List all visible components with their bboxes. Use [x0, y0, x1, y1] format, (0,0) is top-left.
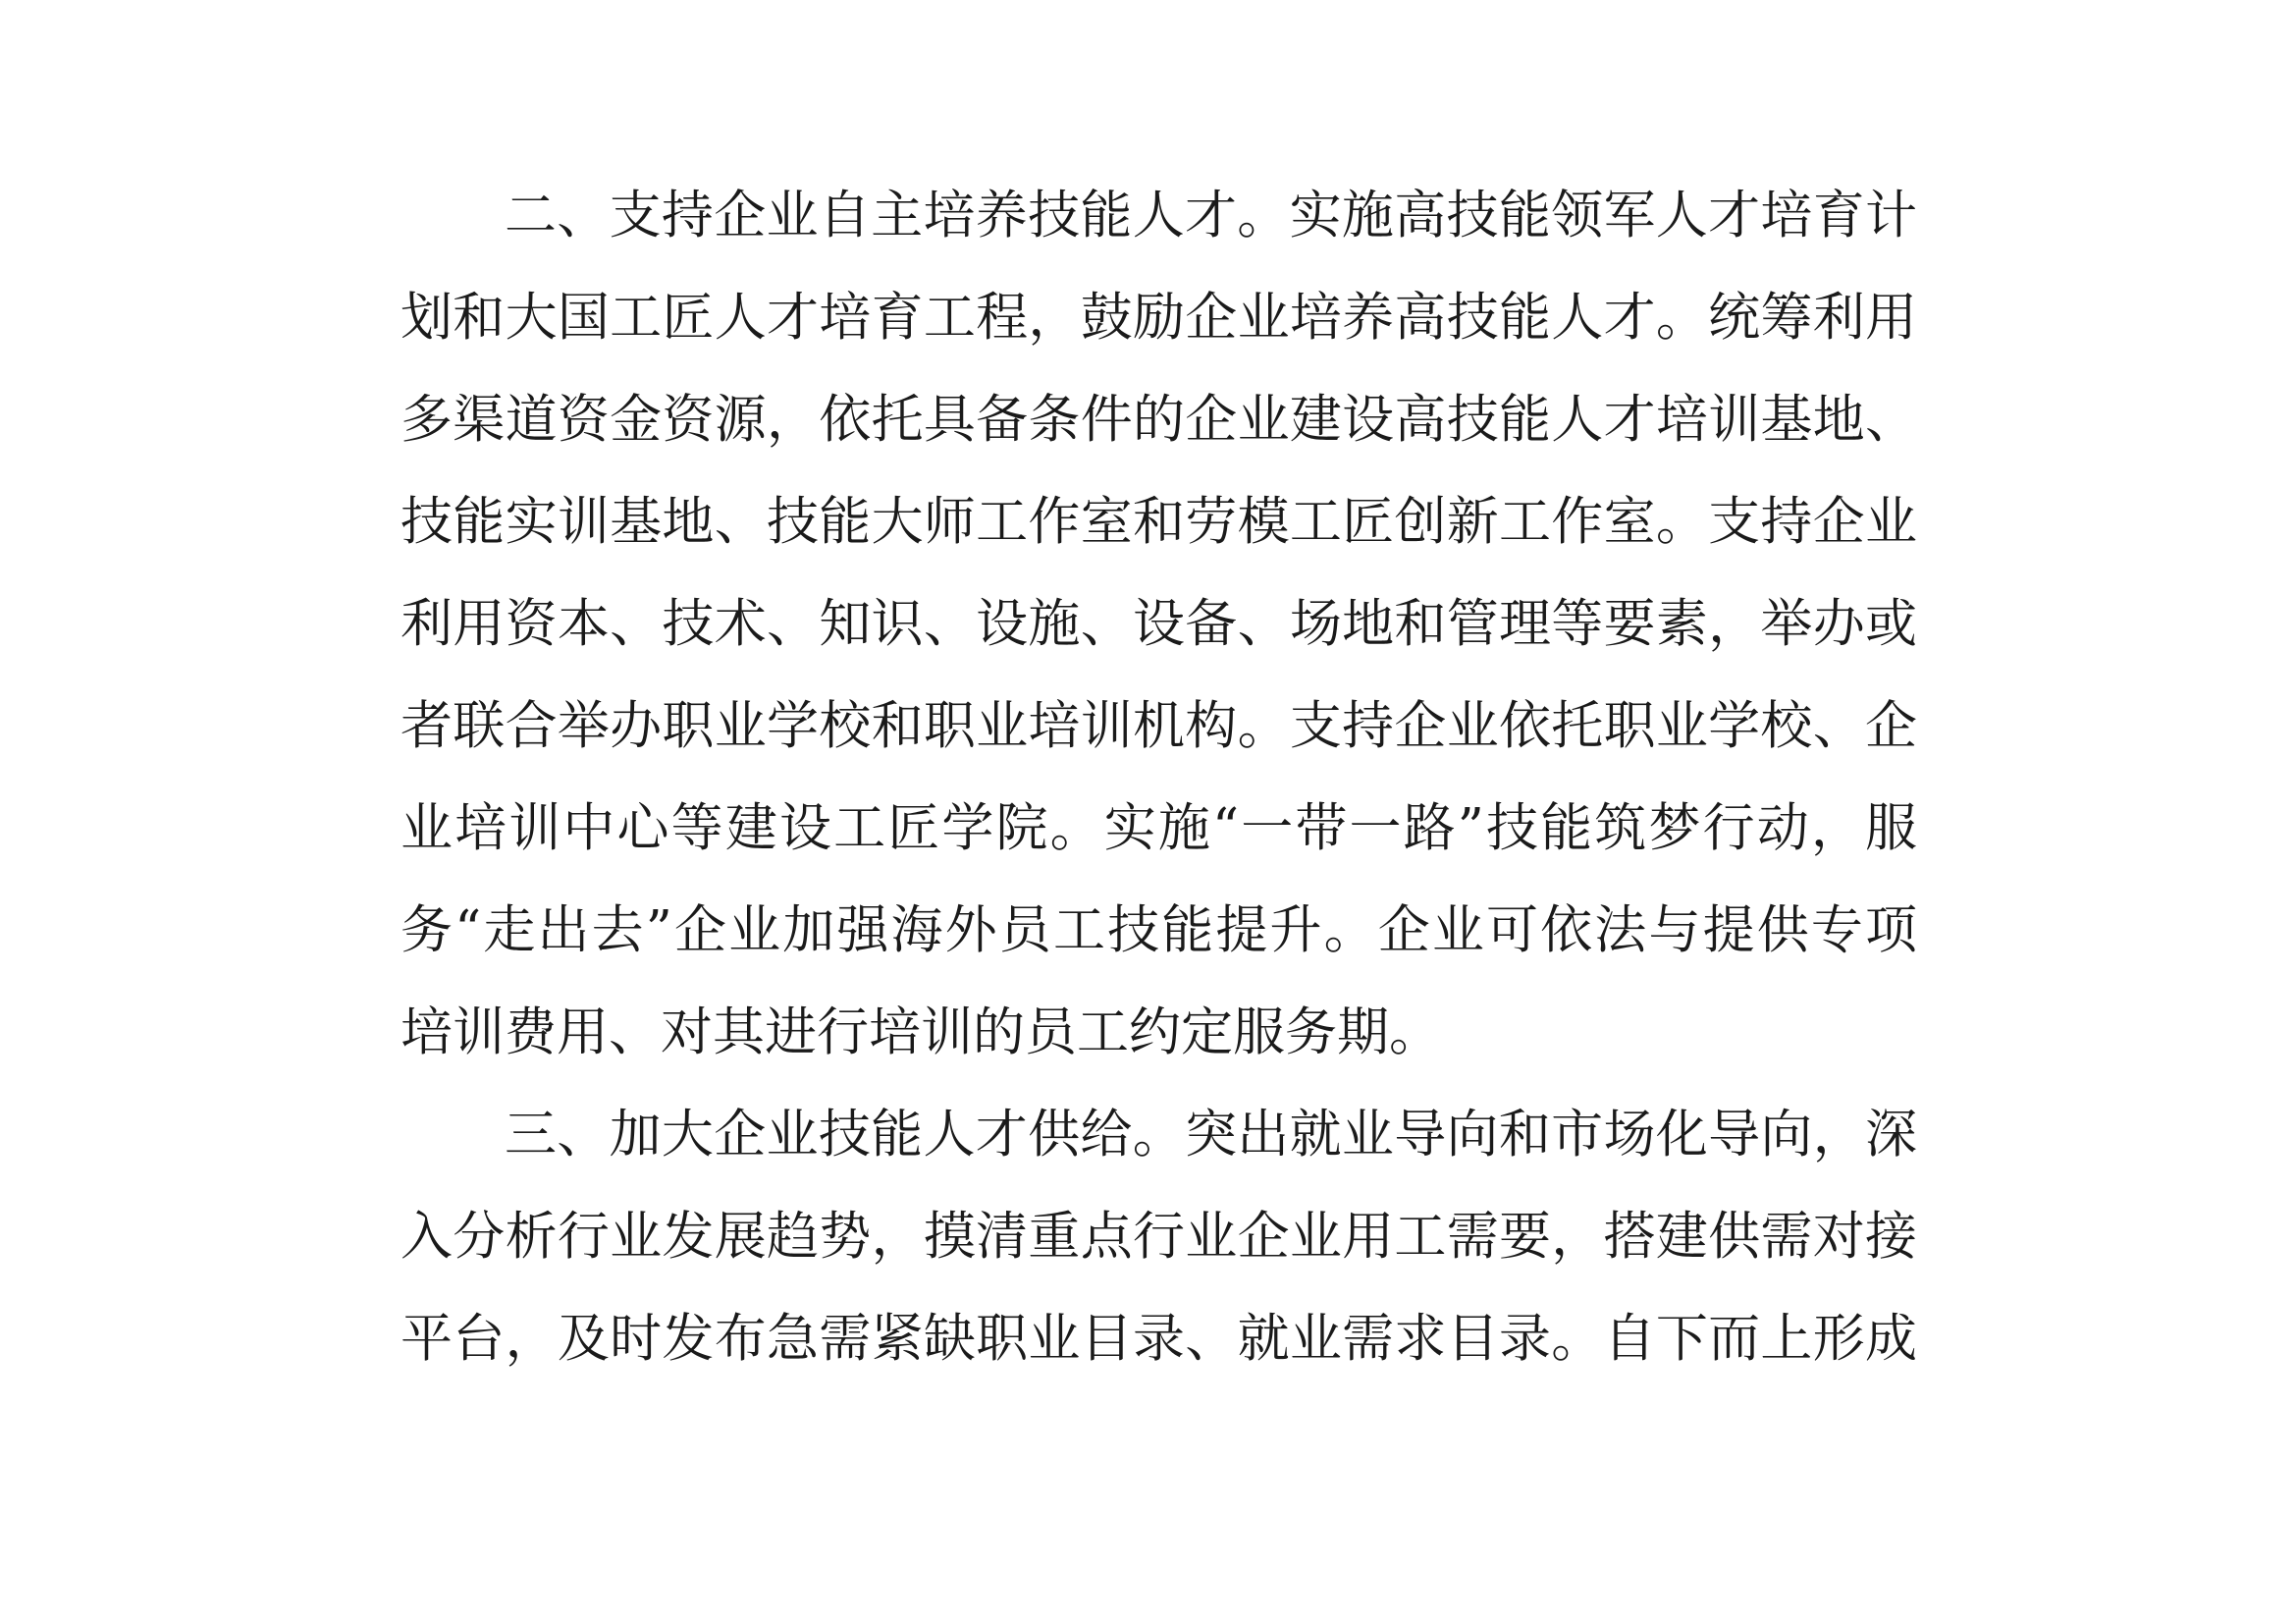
text-line: 业培训中心等建设工匠学院。实施“一带一路”技能筑梦行动，服 — [400, 798, 1917, 858]
text-line: 三、加大企业技能人才供给。突出就业导向和市场化导向，深 — [505, 1105, 1917, 1164]
text-line: 多渠道资金资源，依托具备条件的企业建设高技能人才培训基地、 — [400, 390, 1917, 450]
text-line: 技能实训基地、技能大师工作室和劳模工匠创新工作室。支持企业 — [400, 492, 1917, 552]
text-line: 二、支持企业自主培养技能人才。实施高技能领军人才培育计 — [505, 186, 1917, 245]
paragraph-2 — [400, 165, 1917, 1084]
text-line: 务“走出去”企业加强海外员工技能提升。企业可依法与提供专项 — [400, 900, 1917, 960]
text-line: 平台，及时发布急需紧缺职业目录、就业需求目录。自下而上形成 — [400, 1309, 1917, 1369]
body-text — [400, 165, 1917, 1390]
text-line: 培训费用、对其进行培训的员工约定服务期。 — [400, 1002, 1441, 1062]
text-line: 利用资本、技术、知识、设施、设备、场地和管理等要素，举办或 — [400, 594, 1917, 654]
text-line: 入分析行业发展趋势，摸清重点行业企业用工需要，搭建供需对接 — [400, 1207, 1917, 1267]
text-line: 者联合举办职业学校和职业培训机构。支持企业依托职业学校、企 — [400, 696, 1917, 756]
text-line: 划和大国工匠人才培育工程，鼓励企业培养高技能人才。统筹利用 — [400, 288, 1917, 348]
paragraph-3 — [400, 1084, 1917, 1390]
